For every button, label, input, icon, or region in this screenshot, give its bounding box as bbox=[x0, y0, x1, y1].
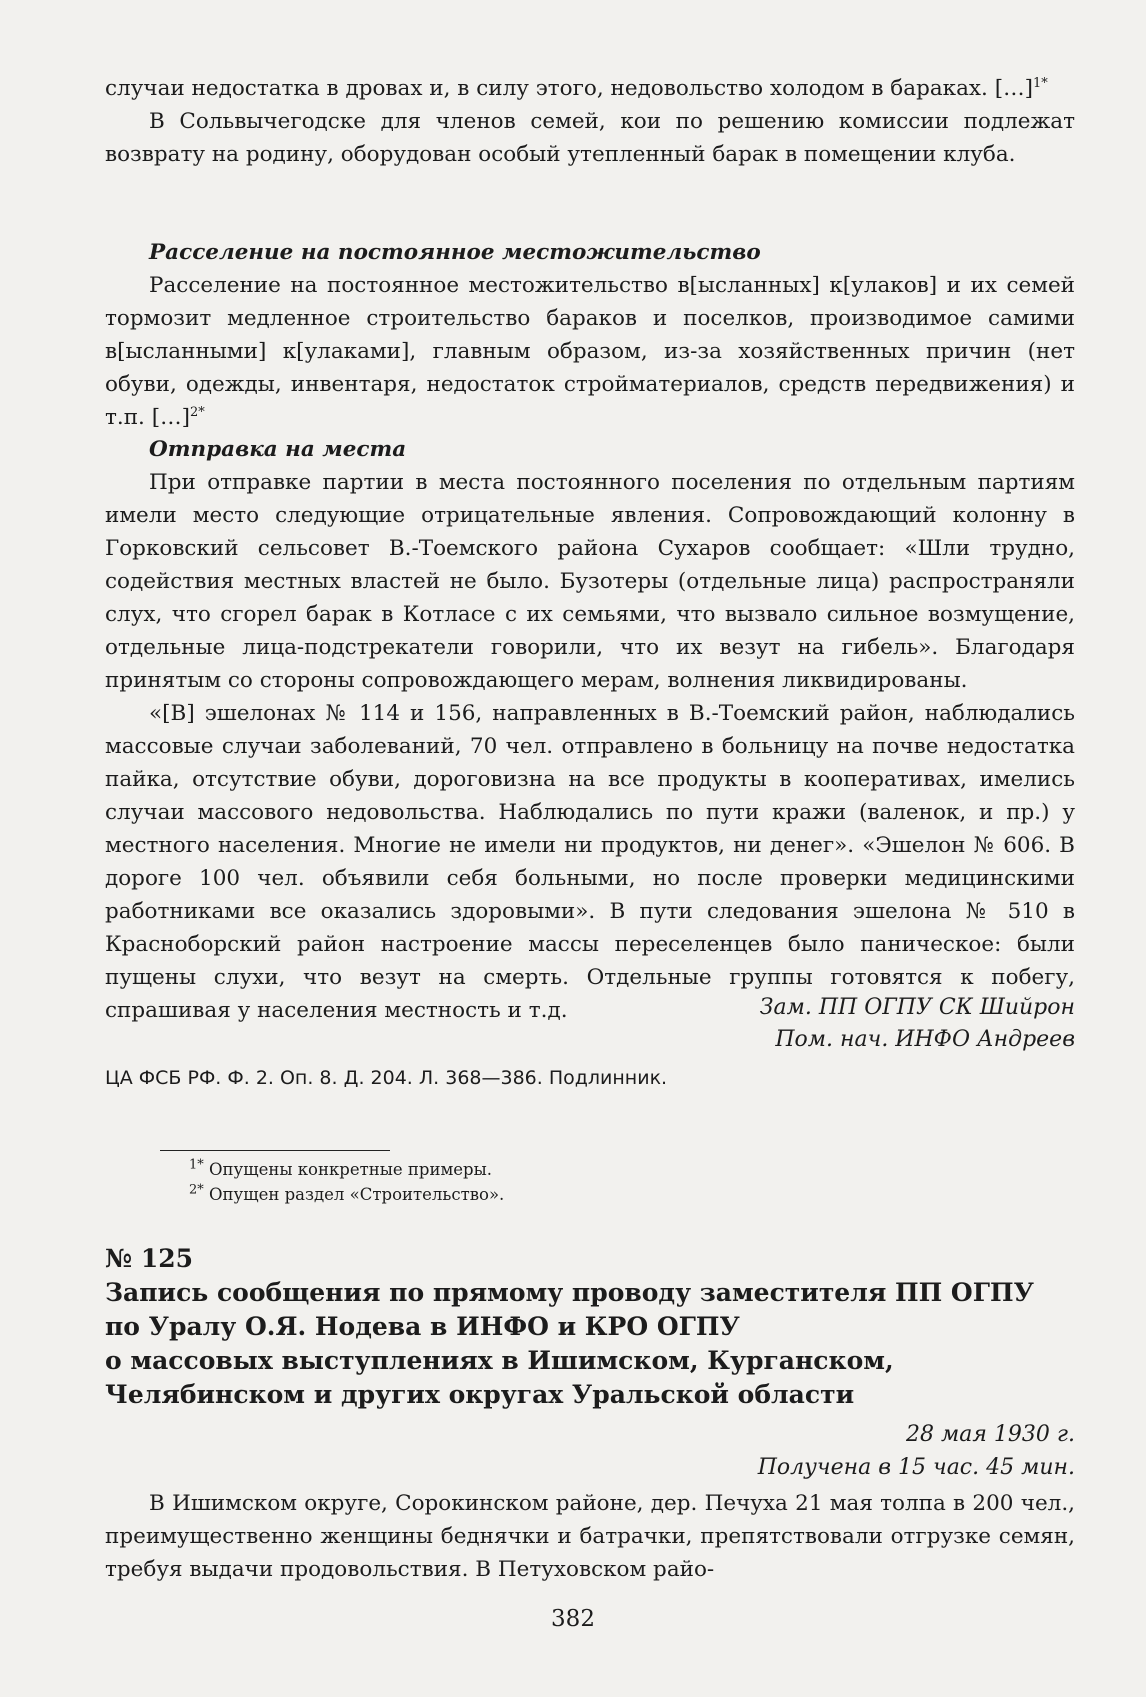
footnote-ref: 2* bbox=[190, 404, 205, 420]
paragraph: Расселение на постоянное местожительство в[ысланных] к[улаков] и их семей тормозит медленное строительство бараков и поселков, производимое самими в[ысланными] к[улаками], главным образом, из-за хозяйственных причин (нет обуви, одежды, инвентаря, недостаток стройматериалов, средств передвижения) и т.п. […]$^{2*}$ bbox=[105, 273, 1075, 430]
paragraph: При отправке партии в места постоянного поселения по отдельным партиям имели место следующие отрицательные явления. Сопровождающий колонну в Горковский сельсовет В.-Тоемского района Сухаров сообщает: «Шли трудно, содействия местных властей не было. Бузотеры (отдельные лица) распространяли слух, что сгорел барак в Котласе с их семьями, что вызвало сильное возмущение, отдельные лица-подстрекатели говорили, что их везут на гибель». Благодаря принятым со стороны сопровождающего мерам, волнения ликвидированы. bbox=[105, 470, 1075, 693]
document-header bbox=[105, 1242, 1075, 1412]
section-heading: Расселение на постоянное местожительство bbox=[149, 240, 761, 265]
archive-source: ЦА ФСБ РФ. Ф. 2. Оп. 8. Д. 204. Л. 368—386. Подлинник. bbox=[105, 1067, 668, 1089]
paragraph: В Сольвычегодске для членов семей, кои по решению комиссии подлежат возврату на родину, оборудован особый утепленный барак в помещении клуба. bbox=[105, 109, 1075, 167]
footnote: $^{2*}$ Опущен раздел «Строительство». bbox=[189, 1182, 505, 1204]
page-number: 382 bbox=[551, 1606, 595, 1632]
section-heading: Отправка на места bbox=[149, 437, 407, 462]
footnote-divider bbox=[160, 1150, 390, 1151]
paragraph: случаи недостатка в дровах и, в силу этого, недовольство холодом в бараках. […]$^{1*}$ bbox=[105, 75, 1048, 101]
section-dispatch bbox=[105, 433, 1075, 1027]
document-date: 28 мая 1930 г. bbox=[906, 1422, 1075, 1447]
document-dates bbox=[105, 1418, 1075, 1484]
document-title-line: Запись сообщения по прямому проводу заместителя ПП ОГПУ bbox=[105, 1278, 1034, 1307]
signatures bbox=[105, 992, 1075, 1056]
signature: Пом. нач. ИНФО Андреев bbox=[775, 1027, 1075, 1052]
document-body bbox=[105, 1487, 1075, 1586]
top-continuation bbox=[105, 72, 1075, 171]
document-title-line: о массовых выступлениях в Ишимском, Курганском, bbox=[105, 1346, 894, 1375]
section-settlement bbox=[105, 236, 1075, 434]
footnotes bbox=[105, 1157, 1075, 1207]
signature: Зам. ПП ОГПУ СК Шийрон bbox=[759, 995, 1075, 1020]
document-title-line: Челябинском и других округах Уральской области bbox=[105, 1380, 855, 1409]
document-number: № 125 bbox=[105, 1244, 194, 1273]
footnote-ref: 1* bbox=[1032, 75, 1048, 91]
paragraph: В Ишимском округе, Сорокинском районе, дер. Печуха 21 мая толпа в 200 чел., преимущественно женщины беднячки и батрачки, препятствовали отгрузке семян, требуя выдачи продовольствия. В Петуховском райо- bbox=[105, 1491, 1075, 1582]
paragraph: «[В] эшелонах № 114 и 156, направленных в В.-Тоемский район, наблюдались массовые случаи заболеваний, 70 чел. отправлено в больницу на почве недостатка пайка, отсутствие обуви, дороговизна на все продукты в кооперативах, имелись случаи массового недовольства. Наблюдались по пути кражи (валенок, и пр.) у местного населения. Многие не имели ни продуктов, ни денег». «Эшелон № 606. В дороге 100 чел. объявили себя больными, но после проверки медицинскими работниками все оказались здоровыми». В пути следования эшелона № 510 в Красноборский район настроение массы переселенцев было паническое: были пущены слухи, что везут на смерть. Отдельные группы готовятся к побегу, спрашивая у населения местность и т.д. bbox=[105, 701, 1075, 1023]
footnote: $^{1*}$ Опущены конкретные примеры. bbox=[189, 1157, 492, 1179]
received-time: Получена в 15 час. 45 мин. bbox=[757, 1455, 1075, 1480]
document-title-line: по Уралу О.Я. Нодева в ИНФО и КРО ОГПУ bbox=[105, 1312, 740, 1341]
